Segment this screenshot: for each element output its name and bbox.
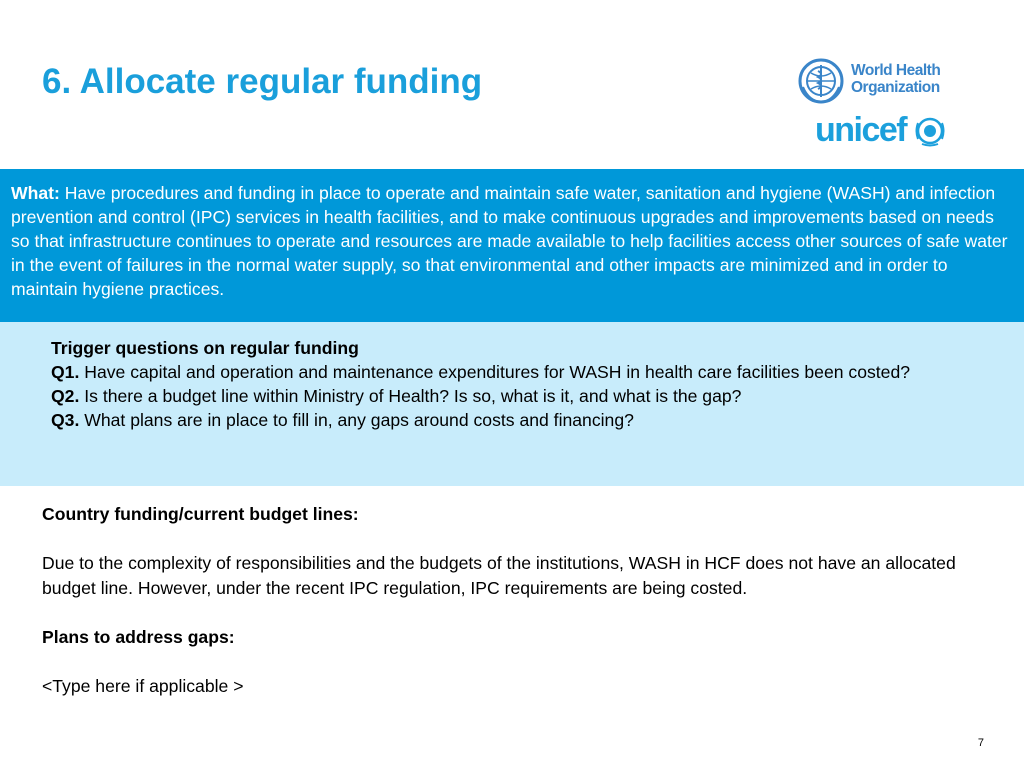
- unicef-logo: [815, 111, 950, 151]
- funding-text[interactable]: Due to the complexity of responsibilities and the budgets of the institutions, WASH in HCF does not have an allocated budget line. However, under the recent IPC regulation, IPC requirements are being costed.: [42, 553, 956, 598]
- what-text: Have procedures and funding in place to operate and maintain safe water, sanitation and hygiene (WASH) and infection prevention and control (IPC) services in health facilities, and to make continuous upgrades and improvements based on needs so that infrastructure continues to operate and resources are made available to help facilities access other sources of safe water in the event of failures in the normal water supply, so that environmental and other impacts are minimized and in order to maintain hygiene practices.: [11, 183, 1008, 299]
- what-label: What:: [11, 183, 60, 203]
- question-1: Q1. Have capital and operation and maintenance expenditures for WASH in health care facilities been costed?: [51, 362, 911, 382]
- who-emblem-icon: [797, 57, 845, 105]
- plans-heading: Plans to address gaps:: [42, 627, 235, 647]
- page-number: 7: [977, 737, 984, 749]
- question-2: Q2. Is there a budget line within Ministry of Health? Is so, what is it, and what is the gap?: [51, 386, 742, 406]
- trigger-questions-box: [0, 322, 1024, 486]
- question-3: Q3. What plans are in place to fill in, any gaps around costs and financing?: [51, 410, 634, 430]
- who-logo: [797, 57, 949, 105]
- funding-heading: Country funding/current budget lines:: [42, 504, 359, 524]
- what-box: [0, 169, 1024, 322]
- plans-text-placeholder[interactable]: <Type here if applicable >: [42, 676, 244, 696]
- trigger-title: Trigger questions on regular funding: [51, 338, 359, 358]
- content-area: [42, 502, 992, 699]
- slide-title: 6. Allocate regular funding: [42, 62, 483, 101]
- unicef-emblem-icon: [913, 114, 947, 148]
- who-wordmark: World Health Organization: [851, 62, 941, 96]
- unicef-wordmark: unicef: [815, 111, 907, 149]
